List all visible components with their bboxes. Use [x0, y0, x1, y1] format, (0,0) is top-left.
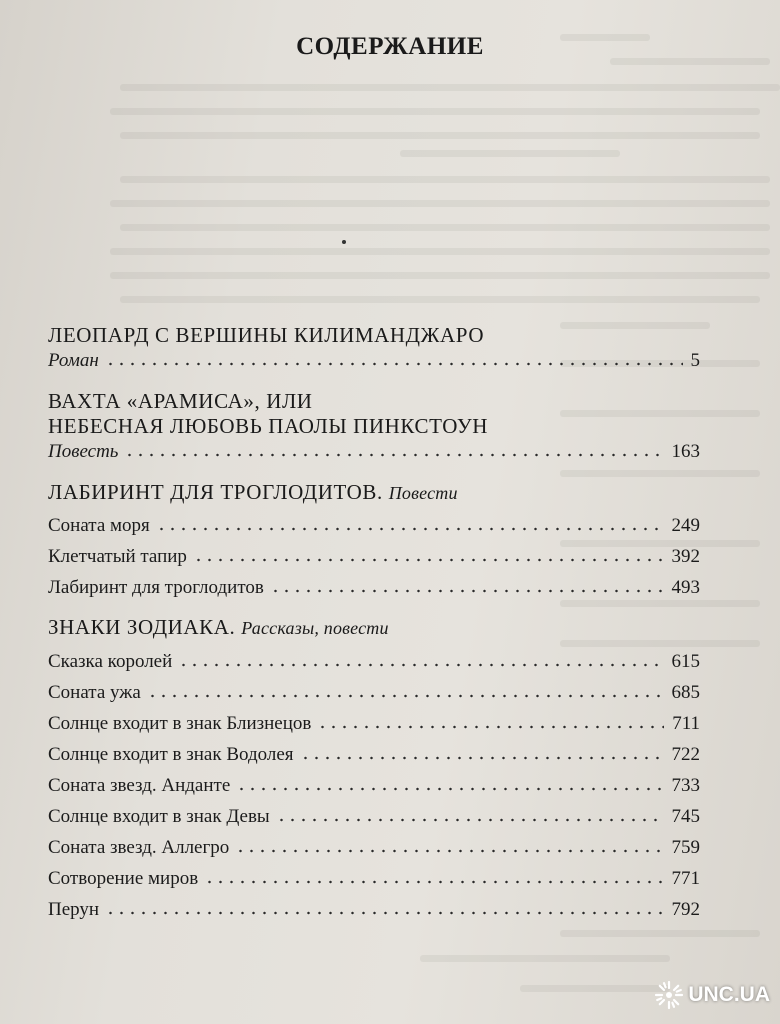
- toc-entry-page: 163: [671, 441, 700, 462]
- toc-entry-label: Соната звезд. Анданте: [48, 775, 231, 796]
- toc-entry[interactable]: [48, 678, 700, 704]
- dot-leader: [193, 557, 664, 563]
- section-heading-vakhta-line1: ВАХТА «АРАМИСА», ИЛИ: [48, 389, 313, 413]
- toc-entry-page: 5: [690, 350, 700, 371]
- toc-entry[interactable]: [48, 573, 700, 599]
- toc-entry[interactable]: [48, 709, 700, 735]
- dot-leader: [147, 693, 664, 699]
- toc-entry-label: Соната моря: [48, 515, 150, 536]
- watermark-logo: [654, 980, 770, 1010]
- toc-entry[interactable]: [48, 437, 700, 463]
- page-title: СОДЕРЖАНИЕ: [296, 33, 484, 60]
- toc-entry[interactable]: [48, 771, 700, 797]
- toc-entry-page: 685: [671, 682, 700, 703]
- toc-entry-page: 249: [671, 515, 700, 536]
- toc-entry-page: 733: [671, 775, 700, 796]
- toc-entry[interactable]: [48, 833, 700, 859]
- print-dot: [342, 240, 346, 244]
- section-heading-labirint: [48, 480, 458, 505]
- toc-entry-page: 615: [671, 651, 700, 672]
- toc-entry-label: Сотворение миров: [48, 868, 199, 889]
- dot-leader: [276, 817, 664, 823]
- toc-entry-page: 759: [671, 837, 700, 858]
- section-heading-text: ЗНАКИ ЗОДИАКА.: [48, 615, 236, 639]
- toc-entry[interactable]: [48, 542, 700, 568]
- toc-entry-label: Лабиринт для троглодитов: [48, 577, 264, 598]
- dot-leader: [204, 879, 663, 885]
- section-heading-znaki-zodiaka: [48, 615, 389, 640]
- section-subheading: Рассказы, повести: [241, 618, 389, 638]
- toc-entry-label: Соната ужа: [48, 682, 141, 703]
- section-heading-vakhta-line2: НЕБЕСНАЯ ЛЮБОВЬ ПАОЛЫ ПИНКСТОУН: [48, 414, 489, 438]
- toc-entry-label: Повесть: [48, 441, 119, 462]
- dot-leader: [178, 662, 663, 668]
- dot-leader: [235, 848, 663, 854]
- toc-entry-page: 392: [671, 546, 700, 567]
- toc-entry-page: 745: [671, 806, 700, 827]
- dot-leader: [156, 526, 664, 532]
- sunburst-icon: [654, 980, 684, 1010]
- dot-leader: [300, 755, 664, 761]
- toc-entry-label: Соната звезд. Аллегро: [48, 837, 230, 858]
- dot-leader: [270, 588, 664, 594]
- toc-entry[interactable]: [48, 647, 700, 673]
- dot-leader: [317, 724, 664, 730]
- dot-leader: [124, 452, 663, 458]
- watermark-text: UNC.UA: [688, 983, 770, 1006]
- toc-entry[interactable]: [48, 895, 700, 921]
- toc-entry[interactable]: [48, 511, 700, 537]
- section-subheading: Повести: [388, 483, 458, 503]
- toc-entry[interactable]: [48, 740, 700, 766]
- dot-leader: [105, 361, 683, 367]
- toc-entry-label: Солнце входит в знак Девы: [48, 806, 270, 827]
- section-heading-leopard: ЛЕОПАРД С ВЕРШИНЫ КИЛИМАНДЖАРО: [48, 323, 485, 347]
- toc-entry-page: 792: [671, 899, 700, 920]
- toc-entry-page: 493: [671, 577, 700, 598]
- toc-entry-page: 771: [671, 868, 700, 889]
- toc-entry-page: 711: [672, 713, 700, 734]
- toc-entry-page: 722: [671, 744, 700, 765]
- toc-entry[interactable]: [48, 802, 700, 828]
- toc-entry-label: Роман: [48, 350, 99, 371]
- toc-entry-label: Клетчатый тапир: [48, 546, 187, 567]
- toc-entry-label: Солнце входит в знак Близнецов: [48, 713, 312, 734]
- toc-entry-label: Солнце входит в знак Водолея: [48, 744, 294, 765]
- toc-entry[interactable]: [48, 864, 700, 890]
- toc-entry-label: Сказка королей: [48, 651, 173, 672]
- toc-entry[interactable]: [48, 346, 700, 372]
- dot-leader: [236, 786, 663, 792]
- toc-entry-label: Перун: [48, 899, 100, 920]
- section-heading-text: ЛАБИРИНТ ДЛЯ ТРОГЛОДИТОВ.: [48, 480, 383, 504]
- dot-leader: [105, 910, 663, 916]
